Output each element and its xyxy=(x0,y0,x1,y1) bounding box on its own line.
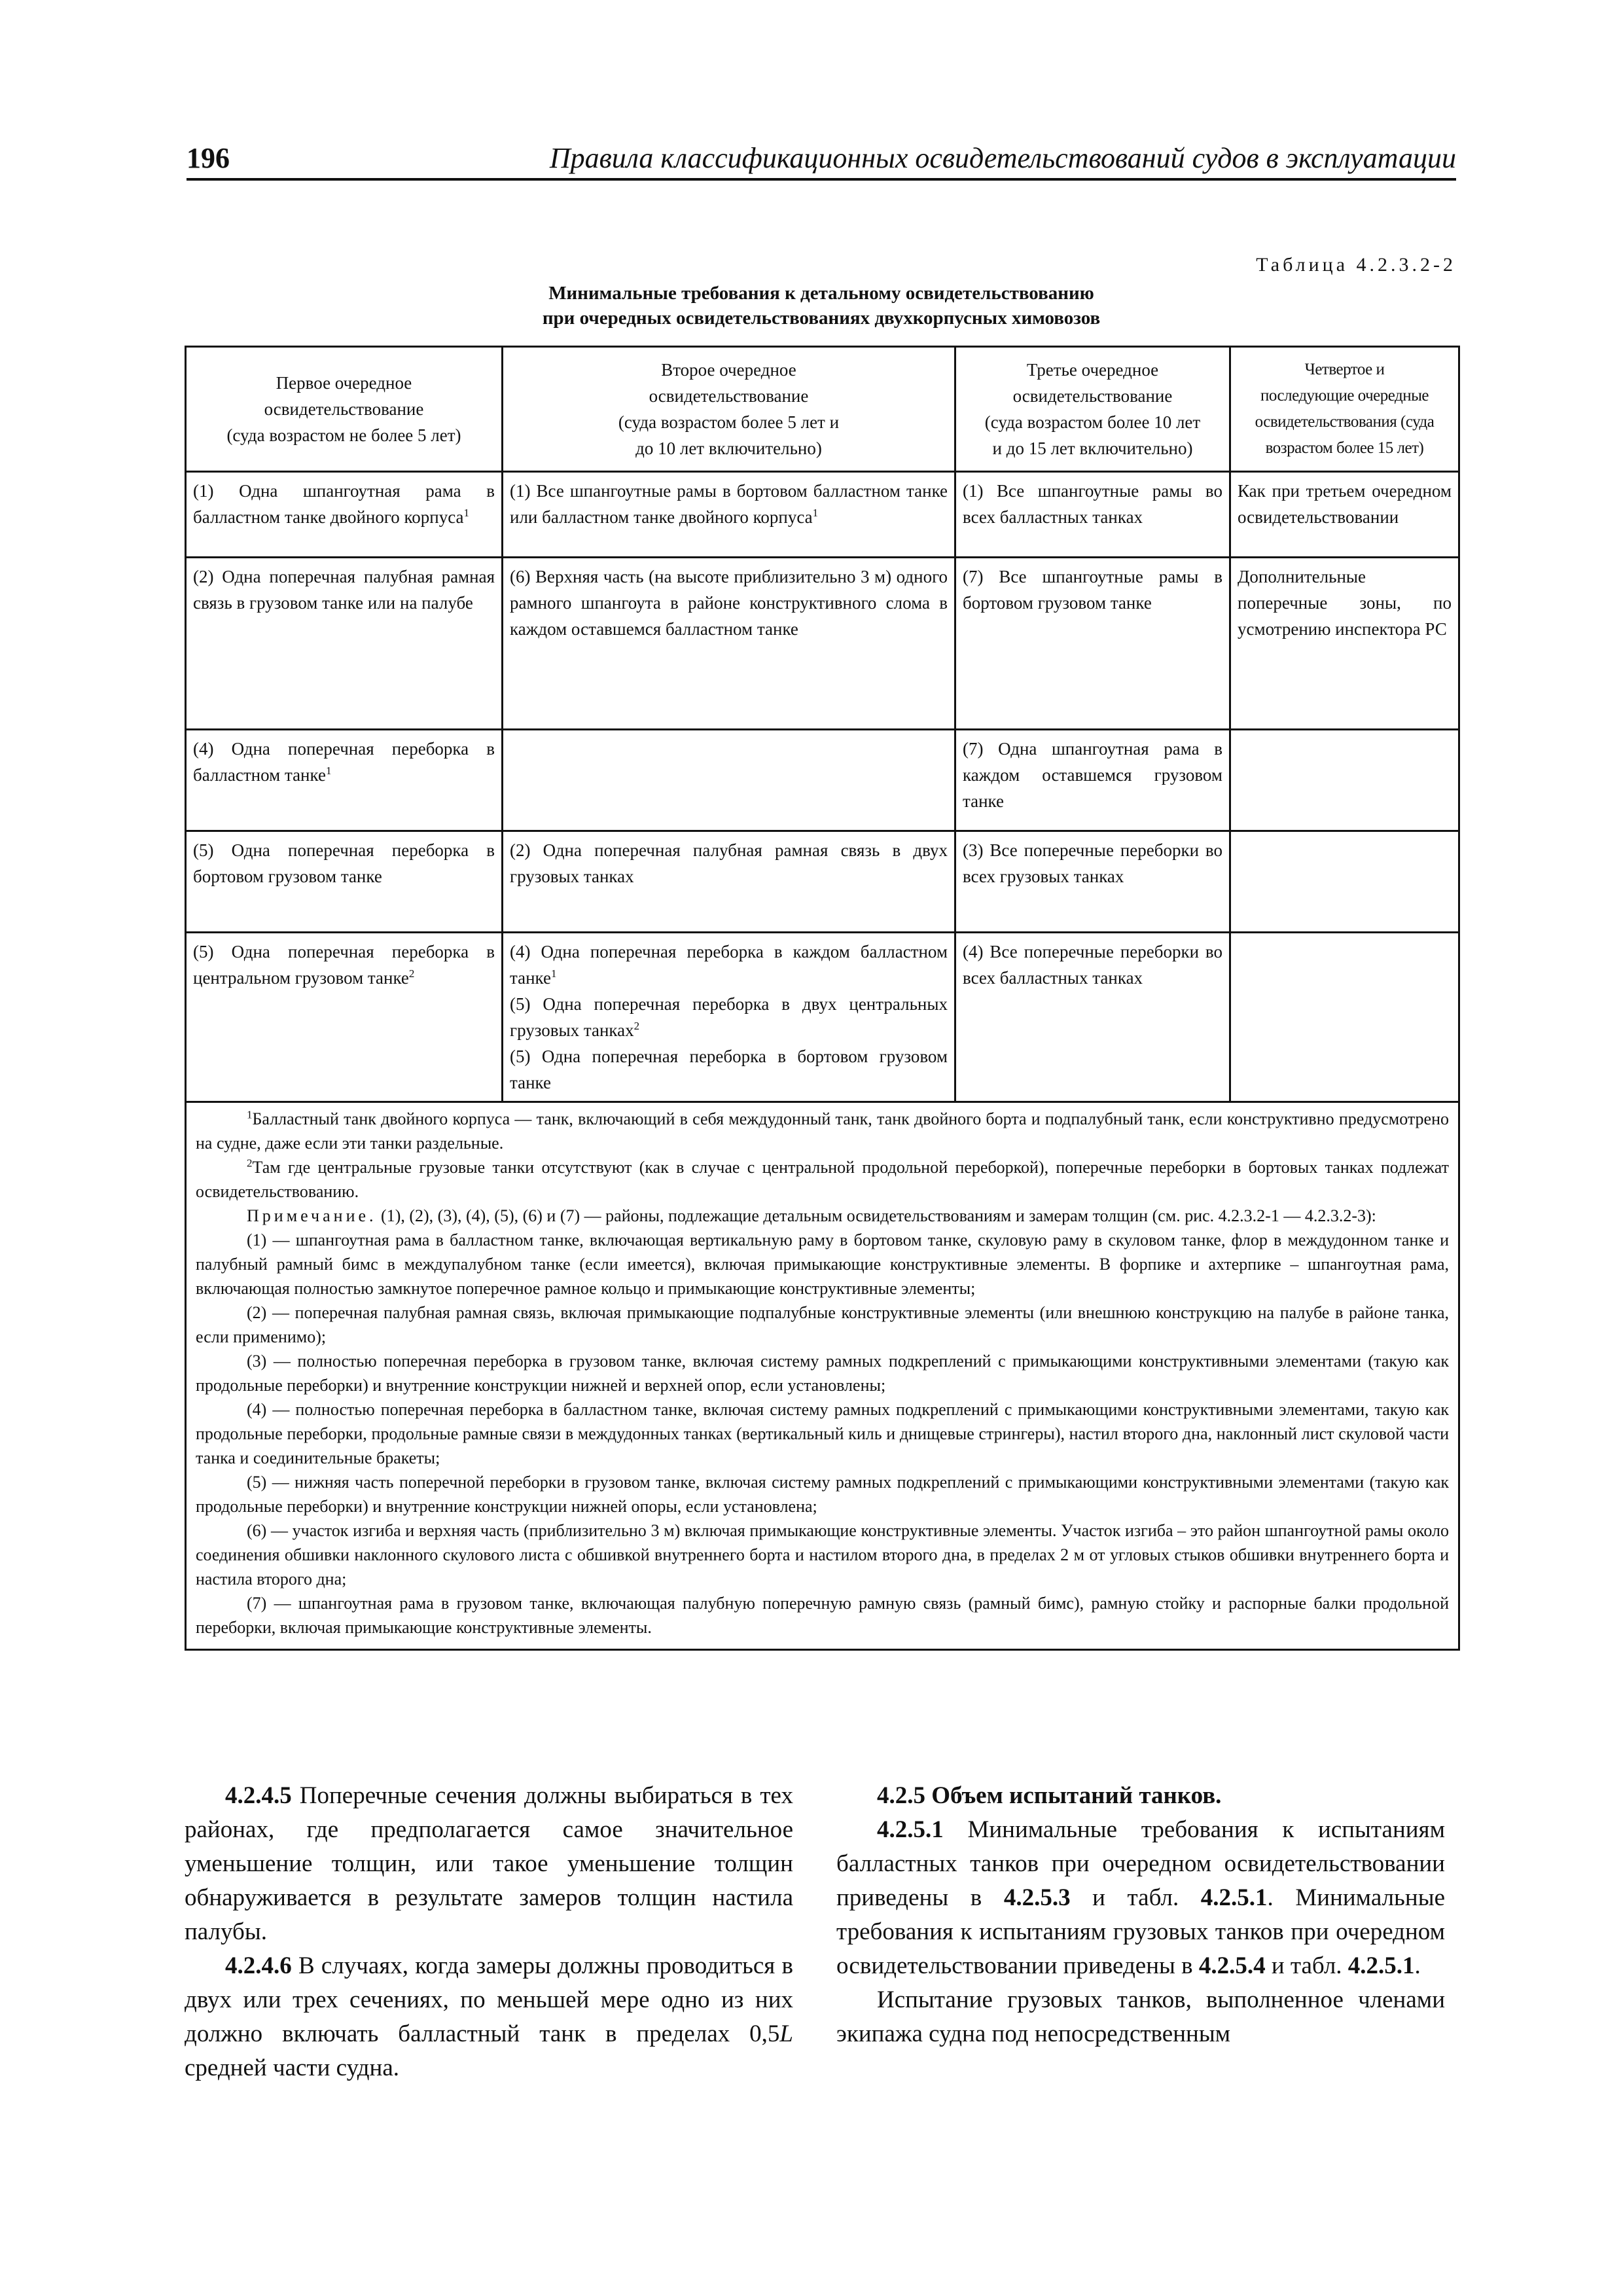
header-line: (суда возрастом не более 5 лет) xyxy=(226,425,461,445)
footnote-mark: 2 xyxy=(247,1157,253,1170)
cell-line xyxy=(510,991,948,1043)
table-cell xyxy=(186,933,503,1102)
cell-text: (1) Одна шпангоутная рама в балластном танке двойного корпуса xyxy=(193,481,495,527)
table-cell xyxy=(955,558,1230,730)
cell-text: (1) Все шпангоутные рамы в бортовом балластном танке или балластном танке двойного корпуса xyxy=(510,481,948,527)
header-line: возрастом более 15 лет) xyxy=(1265,439,1424,457)
cell-text: (4) Одна поперечная переборка в каждом балластном танке xyxy=(510,942,948,988)
table-cell xyxy=(186,558,503,730)
cell-text: (2) Одна поперечная палубная рамная связь в двух грузовых танках xyxy=(510,840,948,886)
note-text: (1), (2), (3), (4), (5), (6) и (7) — районы, подлежащие детальным освидетельствованиям и замерам толщин (см. рис. 4.2.3.2-1 — 4.2.3.2-3): xyxy=(376,1206,1376,1225)
table-notes-row xyxy=(186,1102,1459,1650)
header-line: (суда возрастом более 10 лет xyxy=(984,412,1201,432)
footnote-ref: 2 xyxy=(408,967,415,980)
cell-text: Дополнительные поперечные зоны, по усмотрению инспектора РС xyxy=(1238,567,1452,639)
table-cell xyxy=(503,831,955,933)
cell-text: (5) Одна поперечная переборка в центральном грузовом танке xyxy=(193,942,495,988)
heading-text: 4.2.5 Объем испытаний танков. xyxy=(877,1782,1222,1809)
table-cell xyxy=(503,558,955,730)
footnote-ref: 2 xyxy=(633,1020,640,1032)
header-cell-first-survey xyxy=(186,347,503,472)
header-cell-second-survey xyxy=(503,347,955,472)
note-item: (6) — участок изгиба и верхняя часть (приблизительно 3 м) включая примыкающие конструктивные элементы. Участок изгиба – это район шпангоутной рамы около соединения обшивки наклонного скулового листа с обшивкой внутреннего борта и настилом второго дна, в пределах 2 м от угловых стыков обшивки внутреннего борта и настила второго дна; xyxy=(196,1521,1449,1588)
table-row xyxy=(186,831,1459,933)
page-header xyxy=(187,137,1456,181)
table-cell xyxy=(1230,472,1459,558)
cell-text: (4) Все поперечные переборки во всех балластных танках xyxy=(963,942,1222,988)
header-line: Третье очередное xyxy=(1026,360,1159,380)
section-heading-4-2-5 xyxy=(836,1779,1445,1813)
header-line: Четвертое и xyxy=(1304,361,1385,378)
header-line: и до 15 лет включительно) xyxy=(992,439,1193,458)
paragraph-number: 4.2.4.5 xyxy=(225,1782,292,1809)
footnote-text: Балластный танк двойного корпуса — танк, включающий в себя междудонный танк, танк двойного борта и подпалубный танк, если конструктивно предусмотрено на судне, даже если эти танки раздельные. xyxy=(196,1109,1449,1153)
table-cell xyxy=(955,472,1230,558)
note-item: (3) — полностью поперечная переборка в грузовом танке, включая систему рамных подкреплений с примыкающими конструктивными элементами (такую как продольные переборки) и внутренние конструкции нижней и верхней опор, если установлены; xyxy=(196,1352,1449,1395)
header-line: последующие очередные xyxy=(1260,387,1429,404)
table-row xyxy=(186,472,1459,558)
paragraph-text: . xyxy=(1414,1952,1421,1979)
header-line: до 10 лет включительно) xyxy=(635,439,822,458)
header-line: (суда возрастом более 5 лет и xyxy=(618,412,840,432)
header-line: Первое очередное xyxy=(276,373,412,393)
paragraph-text: и табл. xyxy=(1070,1884,1201,1911)
page-number: 196 xyxy=(187,142,230,174)
table-cell xyxy=(1230,831,1459,933)
footnote-1 xyxy=(196,1107,1449,1155)
note-item: (4) — полностью поперечная переборка в балластном танке, включая систему рамных подкреплений с примыкающими конструктивными элементами, такую как продольные переборки, продольные рамные связи в междудонных танках (вертикальный киль и днищевые стрингеры), настил второго дна, наклонный лист скуловой части танка и соединительные бракеты; xyxy=(196,1400,1449,1467)
paragraph-text: Минимальные требования к испытаниям балластных танков при очередном освидетельствовании приведены в xyxy=(836,1816,1445,1911)
cell-text: (5) Одна поперечная переборка в бортовом грузовом танке xyxy=(510,1047,948,1092)
cross-reference: 4.2.5.4 xyxy=(1198,1952,1266,1979)
cell-line xyxy=(510,1043,948,1096)
running-title: Правила классификационных освидетельствований судов в эксплуатации xyxy=(549,142,1456,174)
note-item: (2) — поперечная палубная рамная связь, включая примыкающие подпалубные конструктивные элементы (или внешнюю конструкцию на палубе в районе танка, если применимо); xyxy=(196,1303,1449,1346)
cell-text: (1) Все шпангоутные рамы во всех балластных танках xyxy=(963,481,1222,527)
footnote-ref: 1 xyxy=(325,764,332,777)
footnote-text: Там где центральные грузовые танки отсутствуют (как в случае с центральной продольной переборкой), поперечные переборки в бортовых танках подлежат освидетельствованию. xyxy=(196,1158,1449,1201)
paragraph-4-2-4-6 xyxy=(185,1949,793,2085)
table-cell xyxy=(503,933,955,1102)
footnote-ref: 1 xyxy=(551,967,557,980)
paragraph-text: средней части судна. xyxy=(185,2054,400,2081)
header-cell-third-survey xyxy=(955,347,1230,472)
body-column-left xyxy=(185,1779,793,2085)
cell-text: (7) Одна шпангоутная рама в каждом оставшемся грузовом танке xyxy=(963,739,1222,811)
header-line: освидетельствования (суда xyxy=(1255,413,1435,431)
cross-reference: 4.2.5.1 xyxy=(1347,1952,1415,1979)
cell-text: (3) Все поперечные переборки во всех грузовых танках xyxy=(963,840,1222,886)
cell-line xyxy=(510,939,948,991)
paragraph-number: 4.2.4.6 xyxy=(225,1952,292,1979)
table-caption-line-1: Минимальные требования к детальному освидетельствованию xyxy=(548,283,1094,304)
table-label: Таблица 4.2.3.2-2 xyxy=(1256,254,1456,276)
table-cell xyxy=(186,730,503,831)
header-line: Второе очередное xyxy=(661,360,796,380)
footnote-ref: 1 xyxy=(812,507,819,519)
paragraph-text: . Минимальные требования к испытаниям грузовых танков при очередном освидетельствовании приведены в xyxy=(836,1884,1445,1979)
body-column-right xyxy=(836,1779,1445,2051)
table-cell xyxy=(186,831,503,933)
note-intro xyxy=(196,1204,1449,1228)
header-line: освидетельствование xyxy=(264,399,424,419)
table-header-row xyxy=(186,347,1459,472)
note-item: (1) — шпангоутная рама в балластном танке, включающая вертикальную раму в бортовом танке, скуловую раму в скуловом танке, флор в междудонном танке и палубный рамный бимс в междупалубном танке (если имеется), включая примыкающие конструктивные элементы. В форпике и ахтерпике – шпангоутная рама, включающая полностью замкнутое поперечное рамное кольцо и примыкающие конструктивные элементы; xyxy=(196,1230,1449,1298)
cell-text: Как при третьем очередном освидетельствовании xyxy=(1238,481,1452,527)
cell-text: (2) Одна поперечная палубная рамная связь в грузовом танке или на палубе xyxy=(193,567,495,613)
cell-text: (7) Все шпангоутные рамы в бортовом грузовом танке xyxy=(963,567,1222,613)
table-cell xyxy=(1230,558,1459,730)
paragraph-text: В случаях, когда замеры должны проводиться в двух или трех сечениях, по меньшей мере одно из них должно включать балластный танк в пределах 0,5 xyxy=(185,1952,793,2047)
header-line: освидетельствование xyxy=(649,386,809,406)
table-caption-line-2: при очередных освидетельствованиях двухкорпусных химовозов xyxy=(542,308,1101,329)
paragraph-4-2-5-1 xyxy=(836,1813,1445,1983)
footnote-2 xyxy=(196,1155,1449,1204)
header-cell-fourth-survey xyxy=(1230,347,1459,472)
requirements-table xyxy=(185,346,1460,1651)
header-line: освидетельствование xyxy=(1012,386,1173,406)
paragraph-number: 4.2.5.1 xyxy=(877,1816,944,1843)
table-cell xyxy=(955,933,1230,1102)
cell-text: (6) Верхняя часть (на высоте приблизительно 3 м) одного рамного шпангоута в районе конструктивного слома в каждом оставшемся балластном танке xyxy=(510,567,948,639)
table-cell xyxy=(1230,933,1459,1102)
paragraph-text: и табл. xyxy=(1265,1952,1348,1979)
paragraph-text: Поперечные сечения должны выбираться в тех районах, где предполагается самое значительное уменьшение толщин, или такое уменьшение толщин обнаруживается в результате замеров толщин настила палубы. xyxy=(185,1782,793,1945)
paragraph-4-2-4-5 xyxy=(185,1779,793,1949)
note-label: Примечание. xyxy=(247,1206,377,1225)
table-cell xyxy=(955,831,1230,933)
note-item: (5) — нижняя часть поперечной переборки в грузовом танке, включая систему рамных подкреплений с примыкающими конструктивными элементами (такую как продольные переборки) и внутренние конструкции нижней опоры, если установлена; xyxy=(196,1473,1449,1516)
cross-reference: 4.2.5.3 xyxy=(1003,1884,1071,1911)
cell-text: (4) Одна поперечная переборка в балластном танке xyxy=(193,739,495,785)
cell-text: (5) Одна поперечная переборка в двух центральных грузовых танках xyxy=(510,994,948,1040)
footnote-mark: 1 xyxy=(247,1108,253,1121)
table-cell xyxy=(503,472,955,558)
table-cell xyxy=(186,472,503,558)
length-symbol: L xyxy=(779,2020,793,2047)
table-cell xyxy=(1230,730,1459,831)
cross-reference: 4.2.5.1 xyxy=(1200,1884,1268,1911)
table-notes xyxy=(186,1102,1459,1650)
table-row xyxy=(186,558,1459,730)
table-row xyxy=(186,933,1459,1102)
table-cell xyxy=(503,730,955,831)
table-row xyxy=(186,730,1459,831)
cell-text: (5) Одна поперечная переборка в бортовом грузовом танке xyxy=(193,840,495,886)
note-item: (7) — шпангоутная рама в грузовом танке, включающая палубную поперечную рамную связь (рамный бимс), рамную стойку и распорные балки продольной переборки, включая примыкающие конструктивные элементы. xyxy=(196,1594,1449,1637)
paragraph-cargo-tank-testing: Испытание грузовых танков, выполненное членами экипажа судна под непосредственным xyxy=(836,1986,1445,2047)
footnote-ref: 1 xyxy=(463,507,470,519)
table-cell xyxy=(955,730,1230,831)
